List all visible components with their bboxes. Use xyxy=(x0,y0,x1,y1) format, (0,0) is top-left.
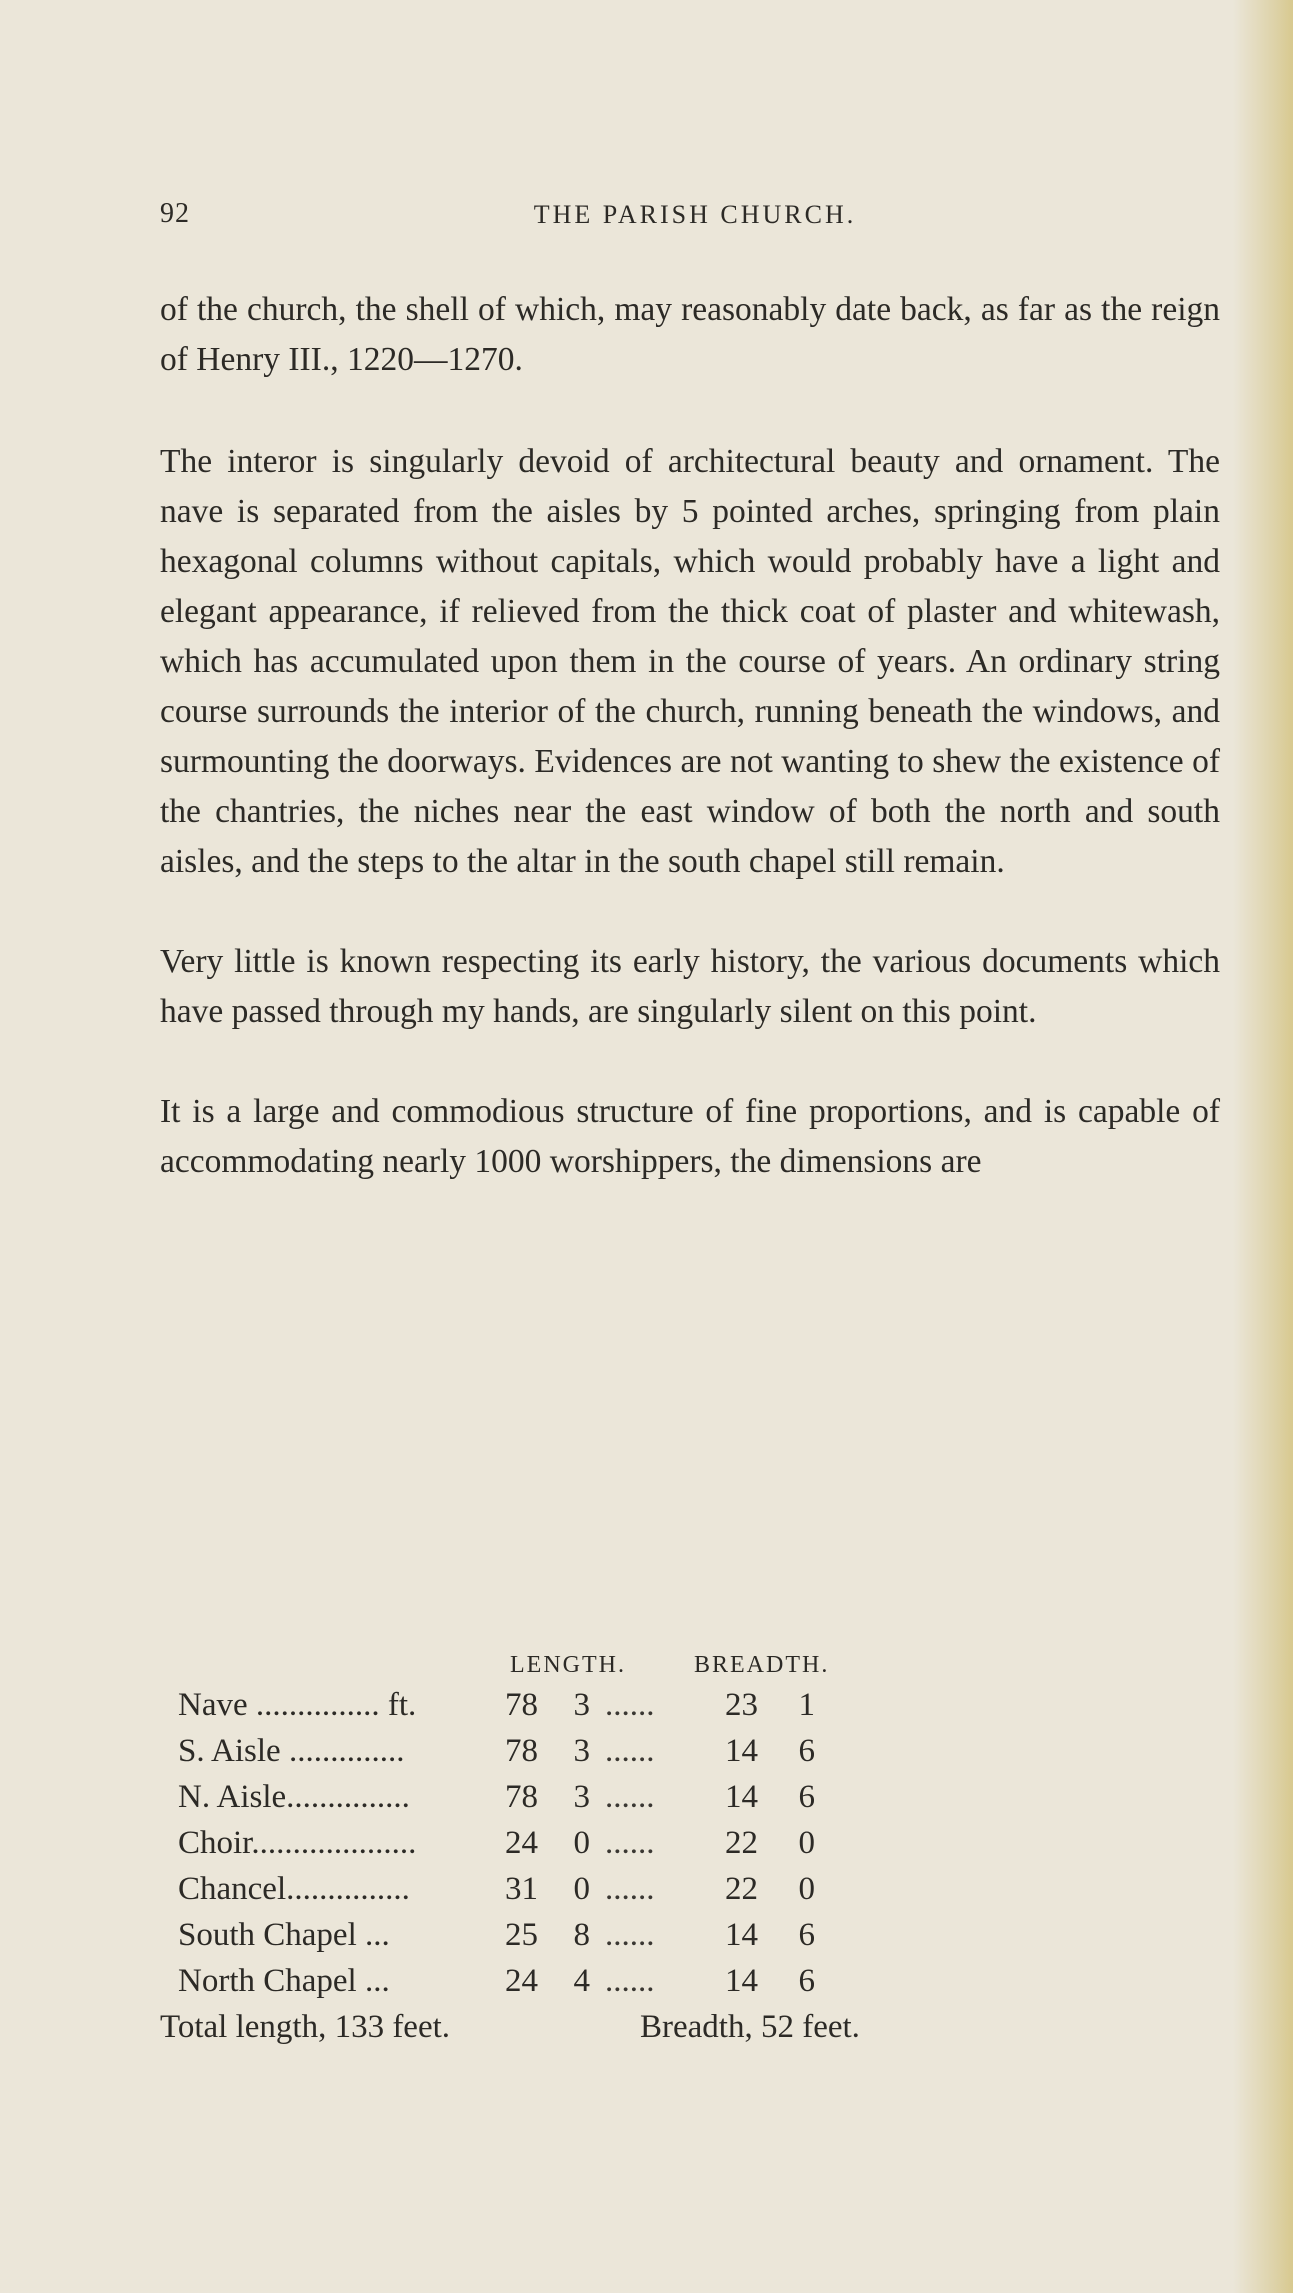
breadth-inches: 6 xyxy=(798,1733,815,1769)
leader-dots: ...... xyxy=(605,1733,655,1769)
breadth-inches: 1 xyxy=(798,1687,815,1723)
breadth-inches: 6 xyxy=(798,1963,815,1999)
length-inches: 3 xyxy=(573,1733,590,1769)
table-row xyxy=(160,1682,1240,1728)
length-inches: 8 xyxy=(573,1917,590,1953)
breadth-inches: 0 xyxy=(798,1825,815,1861)
row-name: Choir.................... xyxy=(178,1825,417,1861)
breadth-feet: 22 xyxy=(725,1825,758,1861)
total-length: Total length, 133 feet. xyxy=(160,2009,451,2045)
length-inches: 4 xyxy=(573,1963,590,1999)
leader-dots: ...... xyxy=(605,1825,655,1861)
breadth-header: BREADTH. xyxy=(694,1652,830,1678)
length-feet: 24 xyxy=(505,1963,538,1999)
length-feet: 31 xyxy=(505,1871,538,1907)
table-row xyxy=(160,1774,1240,1820)
paragraph: It is a large and commodious structure of fine proportions, and is capable of accommodating nearly 1000 worshippers, the dimensions are xyxy=(160,1093,1220,1180)
length-feet: 78 xyxy=(505,1687,538,1723)
leader-dots: ...... xyxy=(605,1871,655,1907)
length-feet: 24 xyxy=(505,1825,538,1861)
total-breadth: Breadth, 52 feet. xyxy=(640,2009,860,2045)
breadth-inches: 6 xyxy=(798,1917,815,1953)
table-row xyxy=(160,1866,1240,1912)
breadth-inches: 6 xyxy=(798,1779,815,1815)
running-title: THE PARISH CHURCH. xyxy=(533,200,857,229)
table-row xyxy=(160,1958,1240,2004)
dimensions-header xyxy=(160,1642,1240,1682)
length-inches: 3 xyxy=(573,1687,590,1723)
row-name: Chancel............... xyxy=(178,1871,410,1907)
length-inches: 0 xyxy=(573,1871,590,1907)
breadth-feet: 14 xyxy=(725,1963,758,1999)
table-row xyxy=(160,1912,1240,1958)
paragraph: Very little is known respecting its early history, the various documents which have passed through my hands, are singularly silent on this point. xyxy=(160,943,1220,1030)
breadth-feet: 14 xyxy=(725,1917,758,1953)
length-feet: 78 xyxy=(505,1779,538,1815)
breadth-feet: 23 xyxy=(725,1687,758,1723)
page-number: 92 xyxy=(160,198,190,229)
breadth-feet: 14 xyxy=(725,1733,758,1769)
length-inches: 0 xyxy=(573,1825,590,1861)
row-name: Nave ............... ft. xyxy=(178,1687,417,1723)
length-inches: 3 xyxy=(573,1779,590,1815)
leader-dots: ...... xyxy=(605,1779,655,1815)
table-row xyxy=(160,1728,1240,1774)
length-feet: 78 xyxy=(505,1733,538,1769)
breadth-feet: 14 xyxy=(725,1779,758,1815)
row-name: N. Aisle............... xyxy=(178,1779,410,1815)
breadth-feet: 22 xyxy=(725,1871,758,1907)
leader-dots: ...... xyxy=(605,1963,655,1999)
paragraph: The interor is singularly devoid of architectural beauty and ornament. The nave is separated from the aisles by 5 pointed arches, springing from plain hexagonal columns without capitals, which would probably have a light and elegant appearance, if relieved from the thick coat of plaster and whitewash, which has accumulated upon them in the course of years. An ordinary string course surrounds the interior of the church, running beneath the windows, and surmounting the doorways. Evidences are not wanting to shew the existence of the chantries, the niches near the east window of both the north and south aisles, and the steps to the altar in the south chapel still remain. xyxy=(160,443,1220,880)
leader-dots: ...... xyxy=(605,1687,655,1723)
dimensions-table xyxy=(160,1642,1240,2050)
row-name: S. Aisle .............. xyxy=(178,1733,405,1769)
row-name: South Chapel ... xyxy=(178,1917,390,1953)
table-row xyxy=(160,1820,1240,1866)
length-feet: 25 xyxy=(505,1917,538,1953)
leader-dots: ...... xyxy=(605,1917,655,1953)
length-header: LENGTH. xyxy=(510,1652,626,1678)
row-name: North Chapel ... xyxy=(178,1963,390,1999)
paragraph: of the church, the shell of which, may reasonably date back, as far as the reign of Henry III., 1220—1270. xyxy=(160,291,1220,378)
breadth-inches: 0 xyxy=(798,1871,815,1907)
totals-row xyxy=(160,2004,1240,2050)
running-head xyxy=(160,198,1220,238)
body-text xyxy=(160,285,1220,1237)
